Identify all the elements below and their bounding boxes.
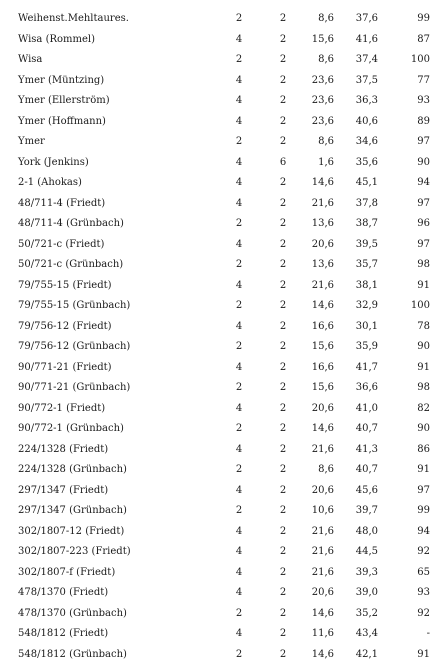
value-c-cell: 21,6 xyxy=(300,522,334,543)
value-b-cell: 2 xyxy=(276,91,290,112)
value-d-cell: 36,3 xyxy=(344,91,378,112)
value-e-cell: 97 xyxy=(400,235,430,256)
value-c-cell: 8,6 xyxy=(300,50,334,71)
value-b-cell: 2 xyxy=(276,132,290,153)
table-row xyxy=(0,460,445,481)
value-b-cell: 2 xyxy=(276,337,290,358)
value-d-cell: 40,6 xyxy=(344,112,378,133)
value-a-cell: 4 xyxy=(232,91,246,112)
data-table xyxy=(0,9,445,665)
value-e-cell: 91 xyxy=(400,460,430,481)
value-d-cell: 43,4 xyxy=(344,624,378,645)
value-c-cell: 23,6 xyxy=(300,91,334,112)
value-a-cell: 4 xyxy=(232,481,246,502)
value-d-cell: 37,4 xyxy=(344,50,378,71)
value-a-cell: 2 xyxy=(232,460,246,481)
value-d-cell: 38,1 xyxy=(344,276,378,297)
variety-name-cell: Ymer (Hoffmann) xyxy=(18,112,106,133)
value-e-cell: 100 xyxy=(400,50,430,71)
value-e-cell: 97 xyxy=(400,481,430,502)
value-b-cell: 2 xyxy=(276,173,290,194)
value-b-cell: 2 xyxy=(276,378,290,399)
value-e-cell: 91 xyxy=(400,645,430,665)
value-c-cell: 13,6 xyxy=(300,255,334,276)
value-e-cell: 89 xyxy=(400,112,430,133)
value-e-cell: 82 xyxy=(400,399,430,420)
value-a-cell: 4 xyxy=(232,563,246,584)
value-e-cell: 91 xyxy=(400,358,430,379)
table-row xyxy=(0,194,445,215)
value-d-cell: 35,9 xyxy=(344,337,378,358)
variety-name-cell: York (Jenkins) xyxy=(18,153,89,174)
value-c-cell: 16,6 xyxy=(300,317,334,338)
value-a-cell: 4 xyxy=(232,153,246,174)
value-d-cell: 45,1 xyxy=(344,173,378,194)
value-d-cell: 39,0 xyxy=(344,583,378,604)
value-c-cell: 8,6 xyxy=(300,132,334,153)
value-e-cell: 92 xyxy=(400,604,430,625)
value-b-cell: 2 xyxy=(276,30,290,51)
table-row xyxy=(0,399,445,420)
value-a-cell: 2 xyxy=(232,296,246,317)
variety-name-cell: 548/1812 (Grünbach) xyxy=(18,645,127,665)
table-row xyxy=(0,173,445,194)
value-c-cell: 14,6 xyxy=(300,296,334,317)
table-row xyxy=(0,337,445,358)
value-d-cell: 32,9 xyxy=(344,296,378,317)
value-b-cell: 2 xyxy=(276,522,290,543)
value-e-cell: - xyxy=(400,624,430,645)
value-b-cell: 2 xyxy=(276,276,290,297)
value-c-cell: 21,6 xyxy=(300,563,334,584)
value-c-cell: 21,6 xyxy=(300,542,334,563)
value-d-cell: 40,7 xyxy=(344,460,378,481)
table-row xyxy=(0,645,445,665)
value-d-cell: 41,3 xyxy=(344,440,378,461)
variety-name-cell: 50/721-c (Friedt) xyxy=(18,235,104,256)
value-d-cell: 39,7 xyxy=(344,501,378,522)
value-c-cell: 14,6 xyxy=(300,419,334,440)
table-row xyxy=(0,296,445,317)
value-a-cell: 4 xyxy=(232,194,246,215)
variety-name-cell: 90/771-21 (Grünbach) xyxy=(18,378,130,399)
variety-name-cell: Ymer (Ellerström) xyxy=(18,91,110,112)
variety-name-cell: 2-1 (Ahokas) xyxy=(18,173,82,194)
value-c-cell: 14,6 xyxy=(300,173,334,194)
value-c-cell: 1,6 xyxy=(300,153,334,174)
value-d-cell: 41,6 xyxy=(344,30,378,51)
table-row xyxy=(0,235,445,256)
value-d-cell: 35,6 xyxy=(344,153,378,174)
value-d-cell: 41,7 xyxy=(344,358,378,379)
variety-name-cell: 79/756-12 (Friedt) xyxy=(18,317,112,338)
table-row xyxy=(0,419,445,440)
value-b-cell: 2 xyxy=(276,71,290,92)
variety-name-cell: Ymer xyxy=(18,132,45,153)
value-c-cell: 15,6 xyxy=(300,337,334,358)
value-e-cell: 91 xyxy=(400,276,430,297)
table-row xyxy=(0,50,445,71)
value-d-cell: 42,1 xyxy=(344,645,378,665)
value-c-cell: 16,6 xyxy=(300,358,334,379)
value-b-cell: 2 xyxy=(276,112,290,133)
value-a-cell: 4 xyxy=(232,276,246,297)
value-e-cell: 97 xyxy=(400,132,430,153)
value-a-cell: 2 xyxy=(232,378,246,399)
table-row xyxy=(0,624,445,645)
value-b-cell: 2 xyxy=(276,542,290,563)
value-a-cell: 4 xyxy=(232,173,246,194)
value-c-cell: 8,6 xyxy=(300,460,334,481)
value-d-cell: 40,7 xyxy=(344,419,378,440)
value-c-cell: 15,6 xyxy=(300,378,334,399)
value-c-cell: 14,6 xyxy=(300,645,334,665)
value-e-cell: 65 xyxy=(400,563,430,584)
variety-name-cell: Wisa (Rommel) xyxy=(18,30,95,51)
value-a-cell: 2 xyxy=(232,132,246,153)
variety-name-cell: 224/1328 (Grünbach) xyxy=(18,460,127,481)
value-c-cell: 21,6 xyxy=(300,276,334,297)
value-a-cell: 2 xyxy=(232,645,246,665)
value-e-cell: 98 xyxy=(400,378,430,399)
table-row xyxy=(0,132,445,153)
variety-name-cell: Wisa xyxy=(18,50,42,71)
value-b-cell: 2 xyxy=(276,481,290,502)
value-b-cell: 6 xyxy=(276,153,290,174)
variety-name-cell: 297/1347 (Grünbach) xyxy=(18,501,127,522)
value-e-cell: 99 xyxy=(400,501,430,522)
value-b-cell: 2 xyxy=(276,50,290,71)
value-e-cell: 90 xyxy=(400,153,430,174)
value-b-cell: 2 xyxy=(276,235,290,256)
variety-name-cell: 79/756-12 (Grünbach) xyxy=(18,337,130,358)
value-a-cell: 4 xyxy=(232,235,246,256)
value-b-cell: 2 xyxy=(276,460,290,481)
value-a-cell: 4 xyxy=(232,71,246,92)
value-b-cell: 2 xyxy=(276,317,290,338)
value-a-cell: 4 xyxy=(232,522,246,543)
variety-name-cell: 302/1807-12 (Friedt) xyxy=(18,522,124,543)
value-d-cell: 44,5 xyxy=(344,542,378,563)
table-row xyxy=(0,9,445,30)
value-e-cell: 87 xyxy=(400,30,430,51)
value-b-cell: 2 xyxy=(276,296,290,317)
table-row xyxy=(0,317,445,338)
value-c-cell: 20,6 xyxy=(300,481,334,502)
value-d-cell: 38,7 xyxy=(344,214,378,235)
value-a-cell: 2 xyxy=(232,419,246,440)
table-row xyxy=(0,583,445,604)
value-e-cell: 100 xyxy=(400,296,430,317)
value-d-cell: 39,5 xyxy=(344,235,378,256)
value-a-cell: 4 xyxy=(232,440,246,461)
value-d-cell: 37,6 xyxy=(344,9,378,30)
table-row xyxy=(0,214,445,235)
value-c-cell: 10,6 xyxy=(300,501,334,522)
variety-name-cell: 48/711-4 (Friedt) xyxy=(18,194,105,215)
value-b-cell: 2 xyxy=(276,501,290,522)
table-row xyxy=(0,91,445,112)
value-b-cell: 2 xyxy=(276,563,290,584)
value-a-cell: 4 xyxy=(232,317,246,338)
table-row xyxy=(0,276,445,297)
value-e-cell: 96 xyxy=(400,214,430,235)
value-d-cell: 35,2 xyxy=(344,604,378,625)
value-c-cell: 21,6 xyxy=(300,194,334,215)
value-e-cell: 94 xyxy=(400,173,430,194)
value-b-cell: 2 xyxy=(276,645,290,665)
value-a-cell: 4 xyxy=(232,358,246,379)
table-row xyxy=(0,522,445,543)
variety-name-cell: 224/1328 (Friedt) xyxy=(18,440,108,461)
value-c-cell: 15,6 xyxy=(300,30,334,51)
value-b-cell: 2 xyxy=(276,194,290,215)
variety-name-cell: Ymer (Müntzing) xyxy=(18,71,104,92)
value-d-cell: 48,0 xyxy=(344,522,378,543)
value-a-cell: 4 xyxy=(232,399,246,420)
variety-name-cell: 90/772-1 (Grünbach) xyxy=(18,419,124,440)
value-a-cell: 2 xyxy=(232,9,246,30)
value-e-cell: 93 xyxy=(400,583,430,604)
value-d-cell: 39,3 xyxy=(344,563,378,584)
value-d-cell: 35,7 xyxy=(344,255,378,276)
value-c-cell: 13,6 xyxy=(300,214,334,235)
value-e-cell: 94 xyxy=(400,522,430,543)
value-d-cell: 37,8 xyxy=(344,194,378,215)
variety-name-cell: Weihenst.Mehltaures. xyxy=(18,9,129,30)
value-e-cell: 97 xyxy=(400,194,430,215)
value-d-cell: 34,6 xyxy=(344,132,378,153)
value-d-cell: 37,5 xyxy=(344,71,378,92)
variety-name-cell: 90/771-21 (Friedt) xyxy=(18,358,112,379)
value-c-cell: 20,6 xyxy=(300,399,334,420)
value-c-cell: 23,6 xyxy=(300,71,334,92)
value-b-cell: 2 xyxy=(276,358,290,379)
value-e-cell: 93 xyxy=(400,91,430,112)
table-row xyxy=(0,481,445,502)
value-c-cell: 14,6 xyxy=(300,604,334,625)
value-c-cell: 20,6 xyxy=(300,583,334,604)
value-a-cell: 2 xyxy=(232,50,246,71)
variety-name-cell: 50/721-c (Grünbach) xyxy=(18,255,123,276)
value-a-cell: 4 xyxy=(232,112,246,133)
value-e-cell: 78 xyxy=(400,317,430,338)
value-e-cell: 92 xyxy=(400,542,430,563)
table-row xyxy=(0,71,445,92)
value-a-cell: 4 xyxy=(232,624,246,645)
value-a-cell: 2 xyxy=(232,337,246,358)
value-b-cell: 2 xyxy=(276,214,290,235)
variety-name-cell: 548/1812 (Friedt) xyxy=(18,624,108,645)
value-d-cell: 45,6 xyxy=(344,481,378,502)
value-a-cell: 2 xyxy=(232,604,246,625)
value-c-cell: 8,6 xyxy=(300,9,334,30)
table-row xyxy=(0,542,445,563)
value-e-cell: 86 xyxy=(400,440,430,461)
value-c-cell: 23,6 xyxy=(300,112,334,133)
value-e-cell: 98 xyxy=(400,255,430,276)
variety-name-cell: 478/1370 (Grünbach) xyxy=(18,604,127,625)
table-row xyxy=(0,501,445,522)
value-a-cell: 2 xyxy=(232,255,246,276)
value-e-cell: 90 xyxy=(400,419,430,440)
value-b-cell: 2 xyxy=(276,440,290,461)
table-row xyxy=(0,440,445,461)
value-a-cell: 4 xyxy=(232,583,246,604)
variety-name-cell: 90/772-1 (Friedt) xyxy=(18,399,105,420)
table-row xyxy=(0,563,445,584)
value-c-cell: 20,6 xyxy=(300,235,334,256)
table-row xyxy=(0,153,445,174)
variety-name-cell: 478/1370 (Friedt) xyxy=(18,583,108,604)
variety-name-cell: 79/755-15 (Friedt) xyxy=(18,276,112,297)
value-d-cell: 41,0 xyxy=(344,399,378,420)
value-b-cell: 2 xyxy=(276,583,290,604)
value-a-cell: 2 xyxy=(232,501,246,522)
variety-name-cell: 297/1347 (Friedt) xyxy=(18,481,108,502)
table-row xyxy=(0,604,445,625)
variety-name-cell: 48/711-4 (Grünbach) xyxy=(18,214,124,235)
value-c-cell: 21,6 xyxy=(300,440,334,461)
table-row xyxy=(0,30,445,51)
value-b-cell: 2 xyxy=(276,624,290,645)
value-b-cell: 2 xyxy=(276,399,290,420)
table-row xyxy=(0,378,445,399)
value-b-cell: 2 xyxy=(276,9,290,30)
value-d-cell: 30,1 xyxy=(344,317,378,338)
value-c-cell: 11,6 xyxy=(300,624,334,645)
table-row xyxy=(0,112,445,133)
value-b-cell: 2 xyxy=(276,419,290,440)
value-a-cell: 4 xyxy=(232,542,246,563)
value-d-cell: 36,6 xyxy=(344,378,378,399)
variety-name-cell: 79/755-15 (Grünbach) xyxy=(18,296,130,317)
value-e-cell: 90 xyxy=(400,337,430,358)
value-a-cell: 4 xyxy=(232,30,246,51)
table-row xyxy=(0,255,445,276)
table-row xyxy=(0,358,445,379)
value-b-cell: 2 xyxy=(276,255,290,276)
value-a-cell: 2 xyxy=(232,214,246,235)
value-e-cell: 99 xyxy=(400,9,430,30)
variety-name-cell: 302/1807-f (Friedt) xyxy=(18,563,115,584)
value-e-cell: 77 xyxy=(400,71,430,92)
value-b-cell: 2 xyxy=(276,604,290,625)
variety-name-cell: 302/1807-223 (Friedt) xyxy=(18,542,131,563)
